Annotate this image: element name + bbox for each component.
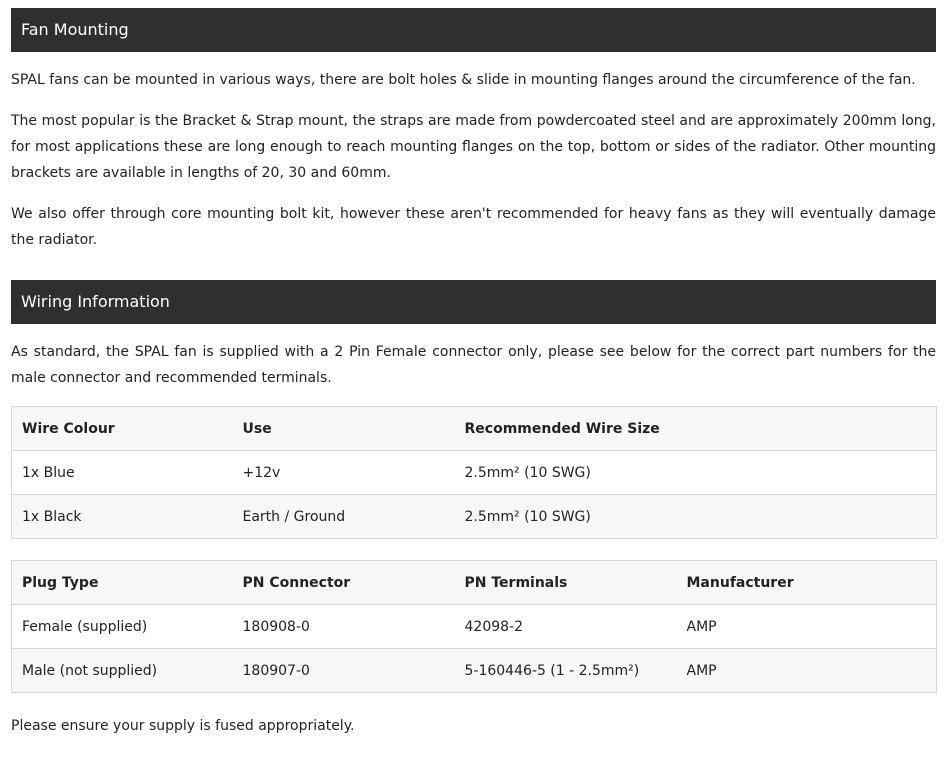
- use-cell: +12v: [233, 451, 455, 495]
- pn-connector-cell: 180907-0: [233, 649, 455, 693]
- plug-type-column-header: Plug Type: [12, 561, 233, 605]
- pn-connector-column-header: PN Connector: [233, 561, 455, 605]
- wire-table-header-row: [12, 407, 937, 451]
- table-row: [12, 451, 937, 495]
- plug-type-table: [11, 560, 937, 693]
- use-column-header: Use: [233, 407, 455, 451]
- plug-type-cell: Male (not supplied): [12, 649, 233, 693]
- wire-size-column-header: Recommended Wire Size: [455, 407, 937, 451]
- table-row: [12, 649, 937, 693]
- manufacturer-cell: AMP: [677, 605, 937, 649]
- fuse-note: Please ensure your supply is fused appropriately.: [11, 718, 355, 734]
- wiring-information-header: [11, 280, 936, 324]
- wire-colour-table: [11, 406, 937, 539]
- mounting-paragraph-1: SPAL fans can be mounted in various ways, there are bolt holes & slide in mounting flanges around the circumference of the fan.: [11, 72, 916, 88]
- use-cell: Earth / Ground: [233, 495, 455, 539]
- wire-colour-column-header: Wire Colour: [12, 407, 233, 451]
- fan-mounting-title: Fan Mounting: [21, 20, 129, 39]
- wiring-information-title: Wiring Information: [21, 292, 170, 311]
- wire-colour-cell: 1x Black: [12, 495, 233, 539]
- fan-mounting-header: [11, 8, 936, 52]
- table-row: [12, 495, 937, 539]
- pn-terminals-cell: 42098-2: [455, 605, 677, 649]
- wire-size-cell: 2.5mm² (10 SWG): [455, 451, 937, 495]
- mounting-paragraph-2: The most popular is the Bracket & Strap mount, the straps are made from powdercoated steel and are approximately 200mm long, for most applications these are long enough to reach mounting flanges on the top, bottom or sides of the radiator. Other mounting brackets are available in lengths of 20, 30 and 60mm.: [11, 113, 936, 181]
- plug-type-cell: Female (supplied): [12, 605, 233, 649]
- pn-terminals-cell: 5-160446-5 (1 - 2.5mm²): [455, 649, 677, 693]
- wire-size-cell: 2.5mm² (10 SWG): [455, 495, 937, 539]
- manufacturer-column-header: Manufacturer: [677, 561, 937, 605]
- manufacturer-cell: AMP: [677, 649, 937, 693]
- wire-colour-cell: 1x Blue: [12, 451, 233, 495]
- pn-terminals-column-header: PN Terminals: [455, 561, 677, 605]
- product-info-content: [11, 8, 936, 739]
- table-row: [12, 605, 937, 649]
- plug-table-header-row: [12, 561, 937, 605]
- mounting-paragraph-3: We also offer through core mounting bolt kit, however these aren't recommended for heavy fans as they will eventually damage the radiator.: [11, 206, 936, 248]
- pn-connector-cell: 180908-0: [233, 605, 455, 649]
- wiring-intro-paragraph: As standard, the SPAL fan is supplied with a 2 Pin Female connector only, please see below for the correct part numbers for the male connector and recommended terminals.: [11, 344, 936, 386]
